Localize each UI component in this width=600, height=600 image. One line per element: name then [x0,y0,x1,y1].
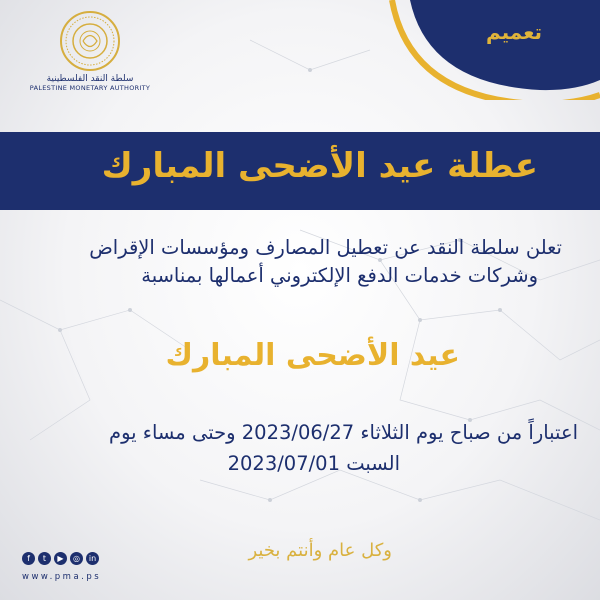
social-links [22,552,99,565]
banner-title: عطلة عيد الأضحى المبارك [101,146,538,186]
youtube-icon[interactable]: ▶ [54,552,67,565]
instagram-icon[interactable]: ◎ [70,552,83,565]
date-line-1: اعتباراً من صباح يوم الثلاثاء 2023/06/27 وحتى مساء يوم [109,421,578,444]
website-link[interactable]: www.pma.ps [22,572,102,582]
announcement-line-1: تعلن سلطة النقد عن تعطيل المصارف ومؤسسات الإقراض [89,236,562,259]
date-line-2: السبت 2023/07/01 [227,452,400,475]
pma-emblem-icon [59,10,121,72]
logo-name-english: PALESTINE MONETARY AUTHORITY [29,84,151,92]
logo-name-arabic: سلطة النقد الفلسطينية [46,74,134,84]
announcement-line-2: وشركات خدمات الدفع الإلكتروني أعمالها بمناسبة [141,264,538,287]
pma-logo [20,10,160,92]
circular-label: تعميم [485,20,542,44]
facebook-icon[interactable]: f [22,552,35,565]
occasion-title: عيد الأضحى المبارك [165,338,460,373]
twitter-icon[interactable]: t [38,552,51,565]
linkedin-icon[interactable]: in [86,552,99,565]
corner-badge [370,0,600,100]
closing-greeting: وكل عام وأنتم بخير [248,540,392,561]
